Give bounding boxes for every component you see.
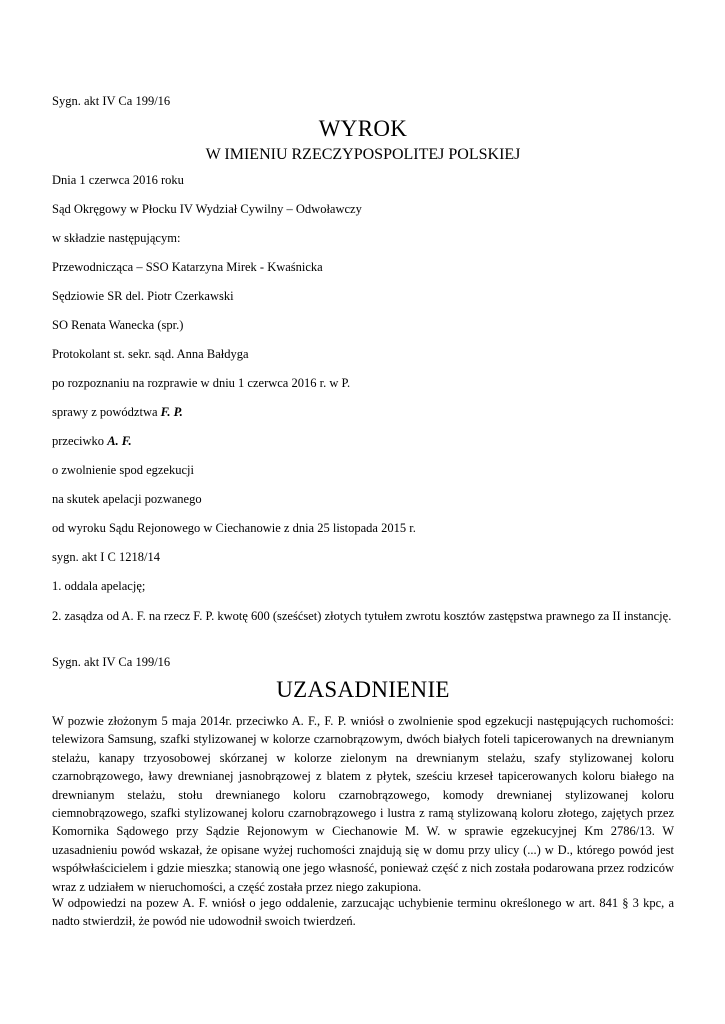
- court-name: Sąd Okręgowy w Płocku IV Wydział Cywilny – Odwoławczy: [52, 202, 362, 216]
- document-page: [52, 0, 674, 1024]
- plaintiff-name: F. P.: [160, 405, 183, 419]
- justification-paragraph-1: W pozwie złożonym 5 maja 2014r. przeciwko A. F., F. P. wniósł o zwolnienie spod egzekucji następujących ruchomości: telewizora Samsung, szafki stylizowanej w kolorze czarnobrązowym, dwóch białych foteli tapicerowanych na drewnianym stelażu, kanapy trzyosobowej skórzanej w kolorze zielonym na drewnianym stelażu, szafy stylizowanej koloru czarnobrązowego, ławy drewnianej jasnobrązowej z blatem z płytek, sześciu krzeseł tapicerowanych koloru białego na drewnianym stelażu, stołu drewnianego koloru czarnobrązowego, komody drewnianej stylizowanej koloru ciemnobrązowego, szafki stylizowanej koloru czarnobrązowego i lustra z ramą stylizowaną koloru złotego, zajętych przez Komornika Sądowego przy Sądzie Rejonowym w Ciechanowie M. W. w sprawie egzekucyjnej Km 2786/13. W uzasadnieniu powód wskazał, że opisane wyżej ruchomości znajdują się w domu przy ulicy (...) w D., którego powód jest współwłaścicielem i gdzie mieszka; stanowią one jego własność, ponieważ część z nich została podarowana przez rodziców wraz z udziałem w nieruchomości, a część została przez niego zakupiona.: [52, 714, 674, 894]
- against-prefix: przeciwko: [52, 434, 108, 448]
- claim-line: [52, 404, 183, 420]
- hearing-info: po rozpoznaniu na rozprawie w dniu 1 czerwca 2016 r. w P.: [52, 376, 351, 390]
- judgment-date: Dnia 1 czerwca 2016 roku: [52, 173, 184, 187]
- defendant-name: A. F.: [107, 434, 132, 448]
- judge-rapporteur: SO Renata Wanecka (spr.): [52, 318, 184, 332]
- justification-paragraph-2: W odpowiedzi na pozew A. F. wniósł o jego oddalenie, zarzucając uchybienie terminu określonego w art. 841 § 3 kpc, a nadto stwierdził, że powód nie udowodnił swoich twierdzeń.: [52, 896, 674, 929]
- claim-prefix: sprawy z powództwa: [52, 405, 161, 419]
- appeal-info: na skutek apelacji pozwanego: [52, 492, 202, 506]
- case-subject: o zwolnienie spod egzekucji: [52, 463, 194, 477]
- ruling-item-1: 1. oddala apelację;: [52, 579, 146, 593]
- justification-title: UZASADNIENIE: [276, 677, 450, 702]
- ruling-item-2: 2. zasądza od A. F. na rzecz F. P. kwotę 600 (sześćset) złotych tytułem zwrotu kosztów zastępstwa prawnego za II instancję.: [52, 609, 672, 623]
- judges: Sędziowie SR del. Piotr Czerkawski: [52, 289, 234, 303]
- case-signature-bottom: Sygn. akt IV Ca 199/16: [52, 655, 171, 669]
- court-clerk: Protokolant st. sekr. sąd. Anna Bałdyga: [52, 347, 249, 361]
- lower-court-judgment: od wyroku Sądu Rejonowego w Ciechanowie z dnia 25 listopada 2015 r.: [52, 521, 416, 535]
- case-signature-top: Sygn. akt IV Ca 199/16: [52, 94, 171, 108]
- composition-label: w składzie następującym:: [52, 231, 181, 245]
- judgment-subtitle: W IMIENIU RZECZYPOSPOLITEJ POLSKIEJ: [205, 146, 521, 163]
- against-line: [52, 433, 132, 449]
- presiding-judge: Przewodnicząca – SSO Katarzyna Mirek - Kwaśnicka: [52, 260, 323, 274]
- judgment-title: WYROK: [318, 116, 408, 141]
- lower-case-number: sygn. akt I C 1218/14: [52, 550, 160, 564]
